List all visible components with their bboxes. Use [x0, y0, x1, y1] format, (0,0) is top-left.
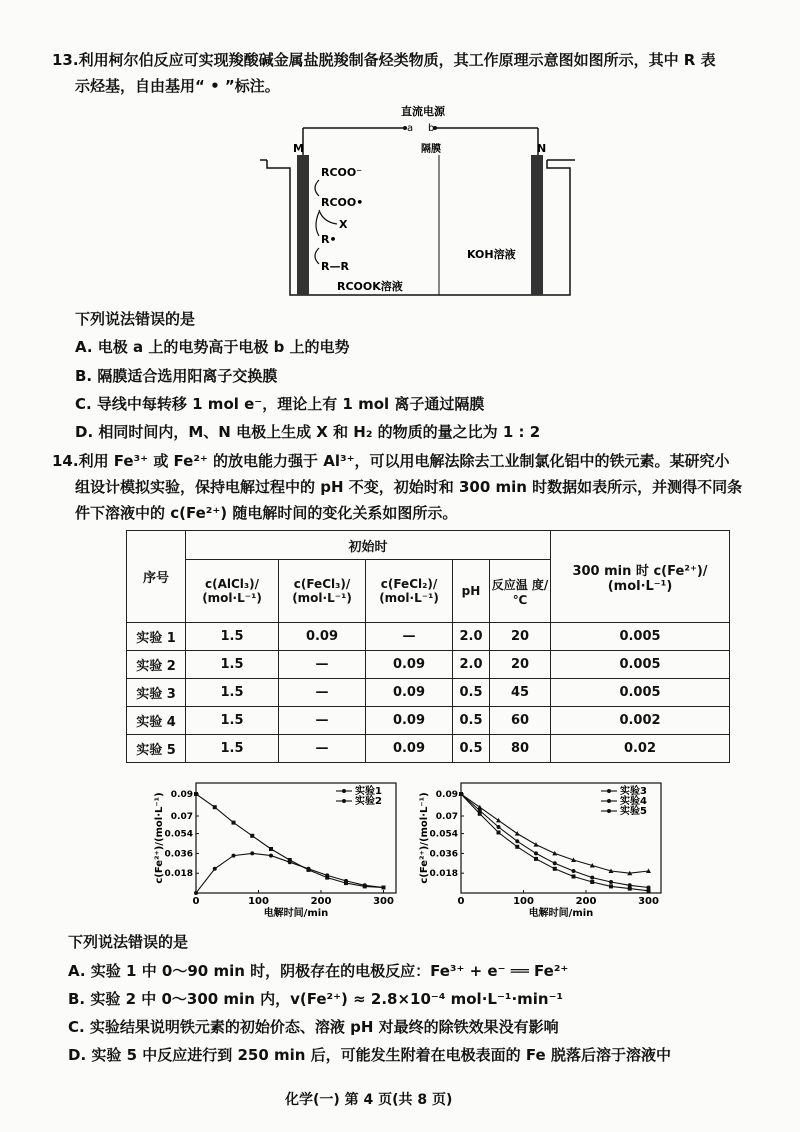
x-tick-label-1: 100 [513, 896, 534, 907]
data-point [497, 831, 501, 835]
data-point [325, 876, 329, 880]
data-point [534, 857, 538, 861]
y-tick-label-0: 0.018 [429, 869, 458, 880]
chart-experiment-1-2 [150, 775, 420, 920]
label-a: a [407, 123, 414, 134]
right-solution-label: KOH溶液 [467, 248, 516, 261]
data-point [307, 868, 311, 872]
x-tick-label-2: 200 [575, 896, 597, 907]
q13-stem-line2: 示烃基，自由基用“ • ”标注。 [75, 77, 280, 95]
table-row: 实验 5 1.5 — 0.09 0.5 80 0.02 [127, 735, 730, 763]
data-point [269, 847, 273, 851]
data-point [628, 887, 632, 891]
y-tick-label-1: 0.036 [164, 849, 193, 860]
data-point [213, 805, 217, 809]
th-ph: pH [453, 560, 490, 623]
series-line-1 [196, 794, 384, 888]
data-table [126, 530, 730, 763]
data-point [232, 854, 236, 858]
data-point [572, 869, 576, 873]
legend-marker-1 [607, 799, 611, 803]
data-point [534, 851, 538, 855]
legend-label-2: 实验5 [620, 806, 647, 817]
y-tick-label-3: 0.07 [435, 812, 458, 822]
legend-label-1: 实验4 [620, 796, 647, 807]
table-row: 实验 2 1.5 — 0.09 2.0 20 0.005 [127, 651, 730, 679]
label-N: N [537, 142, 547, 155]
q14-option-c: C. 实验结果说明铁元素的初始价态、溶液 pH 对最终的除铁效果没有影响 [68, 1018, 559, 1036]
data-point [250, 851, 254, 855]
membrane-label: 隔膜 [421, 144, 441, 155]
y-tick-label-2: 0.054 [429, 829, 458, 840]
th-fecl3: c(FeCl₃)/ (mol·L⁻¹) [279, 560, 366, 623]
q13-option-d: D. 相同时间内，M、N 电极上生成 X 和 H₂ 的物质的量之比为 1 : 2 [75, 423, 541, 441]
legend-marker-1 [342, 799, 346, 803]
data-point [609, 884, 613, 888]
species-r-r: R—R [321, 260, 349, 273]
data-point [363, 884, 367, 888]
arrow-4 [315, 248, 319, 264]
th-final: 300 min 时 c(Fe²⁺)/ (mol·L⁻¹) [551, 531, 730, 623]
th-no: 序号 [127, 531, 186, 623]
q13-prompt: 下列说法错误的是 [75, 310, 196, 328]
q13-option-a: A. 电极 a 上的电势高于电极 b 上的电势 [75, 338, 350, 356]
electrode-N [531, 155, 543, 295]
species-rcoo-radical: RCOO• [321, 196, 364, 209]
x-tick-label-3: 300 [638, 896, 659, 907]
data-point [609, 880, 613, 884]
legend-label-0: 实验1 [355, 786, 382, 797]
data-point [553, 861, 557, 865]
q13-option-b: B. 隔膜适合选用阳离子交换膜 [75, 367, 278, 385]
y-tick-label-1: 0.036 [429, 849, 458, 860]
data-point [194, 792, 198, 796]
y-tick-label-0: 0.018 [164, 869, 193, 880]
electrode-M [297, 155, 309, 295]
x-tick-label-3: 300 [373, 896, 394, 907]
data-point [269, 854, 273, 858]
q14-stem-line3: 件下溶液中的 c(Fe²⁺) 随电解时间的变化关系如图所示。 [75, 504, 458, 522]
species-x: X [339, 218, 348, 231]
data-point [515, 839, 519, 843]
data-point [590, 880, 594, 884]
x-axis-label: 电解时间/min [263, 908, 329, 919]
data-point [232, 821, 236, 825]
q14-stem-line1: 14.利用 Fe³⁺ 或 Fe²⁺ 的放电能力强于 Al³⁺，可以用电解法除去工业制氯化铝中的铁元素。某研究小 [52, 452, 730, 470]
th-temp: 反应温 度/℃ [490, 560, 551, 623]
q14-option-d: D. 实验 5 中反应进行到 250 min 后，可能发生附着在电极表面的 Fe 脱落后溶于溶液中 [68, 1046, 671, 1064]
q14-option-b: B. 实验 2 中 0～300 min 内，v(Fe²⁺) ≈ 2.8×10⁻⁴ mol·L⁻¹·min⁻¹ [68, 990, 564, 1008]
th-initial: 初始时 [186, 531, 551, 560]
chart-experiment-3-5 [415, 775, 685, 920]
q13-stem-line1: 13.利用柯尔伯反应可实现羧酸碱金属盐脱羧制备烃类物质，其工作原理示意图如图所示，其中 R 表 [52, 51, 716, 69]
species-r-radical: R• [321, 233, 337, 246]
species-rcoo-minus: RCOO⁻ [321, 166, 363, 179]
x-tick-label-0: 0 [457, 896, 465, 907]
y-tick-label-2: 0.054 [164, 829, 193, 840]
table-row: 实验 1 1.5 0.09 — 2.0 20 0.005 [127, 623, 730, 651]
q13-option-c: C. 导线中每转移 1 mol e⁻，理论上有 1 mol 离子通过隔膜 [75, 395, 485, 413]
y-tick-label-4: 0.09 [435, 790, 458, 800]
data-point [515, 845, 519, 849]
data-point [288, 858, 292, 862]
data-point [194, 891, 198, 895]
y-tick-label-3: 0.07 [170, 812, 193, 822]
th-fecl2: c(FeCl₂)/ (mol·L⁻¹) [366, 560, 453, 623]
legend-label-1: 实验2 [355, 796, 382, 807]
legend-marker-0 [342, 789, 346, 793]
q14-stem-line2: 组设计模拟实验，保持电解过程中的 pH 不变，初始时和 300 min 时数据如表所示，并测得不同条 [75, 478, 743, 496]
power-label: 直流电源 [401, 105, 445, 118]
data-point [478, 812, 482, 816]
legend-label-0: 实验3 [620, 786, 647, 797]
data-point [553, 867, 557, 871]
x-tick-label-1: 100 [248, 896, 269, 907]
data-point [534, 842, 539, 847]
legend-marker-2 [607, 809, 611, 813]
label-M: M [293, 142, 304, 155]
x-tick-label-0: 0 [192, 896, 200, 907]
y-axis-label: c(Fe²⁺)/(mol·L⁻¹) [419, 792, 430, 884]
left-solution-label: RCOOK溶液 [337, 280, 403, 293]
data-point [572, 875, 576, 879]
data-point [213, 867, 217, 871]
cell-container [267, 160, 570, 295]
x-tick-label-2: 200 [310, 896, 332, 907]
page-footer: 化学(一) 第 4 页(共 8 页) [285, 1092, 453, 1108]
data-point [250, 834, 254, 838]
arrow-2 [319, 210, 337, 224]
y-tick-label-4: 0.09 [170, 790, 193, 800]
y-axis-label: c(Fe²⁺)/(mol·L⁻¹) [154, 792, 165, 884]
data-point [647, 889, 651, 893]
data-point [590, 876, 594, 880]
th-alcl3: c(AlCl₃)/ (mol·L⁻¹) [186, 560, 279, 623]
data-point [382, 886, 386, 890]
table-row: 实验 4 1.5 — 0.09 0.5 60 0.002 [127, 707, 730, 735]
table-row: 实验 3 1.5 — 0.09 0.5 45 0.005 [127, 679, 730, 707]
electrolysis-diagram [255, 100, 585, 305]
q14-prompt: 下列说法错误的是 [68, 933, 189, 951]
q14-option-a: A. 实验 1 中 0～90 min 时，阴极存在的电极反应：Fe³⁺ + e⁻ ══ Fe²⁺ [68, 962, 569, 980]
x-axis-label: 电解时间/min [528, 908, 594, 919]
data-point [497, 825, 501, 829]
legend-marker-0 [607, 789, 611, 793]
data-point [344, 881, 348, 885]
arrow-1 [315, 180, 319, 196]
arrow-3 [316, 212, 319, 236]
label-b: b [428, 123, 435, 134]
